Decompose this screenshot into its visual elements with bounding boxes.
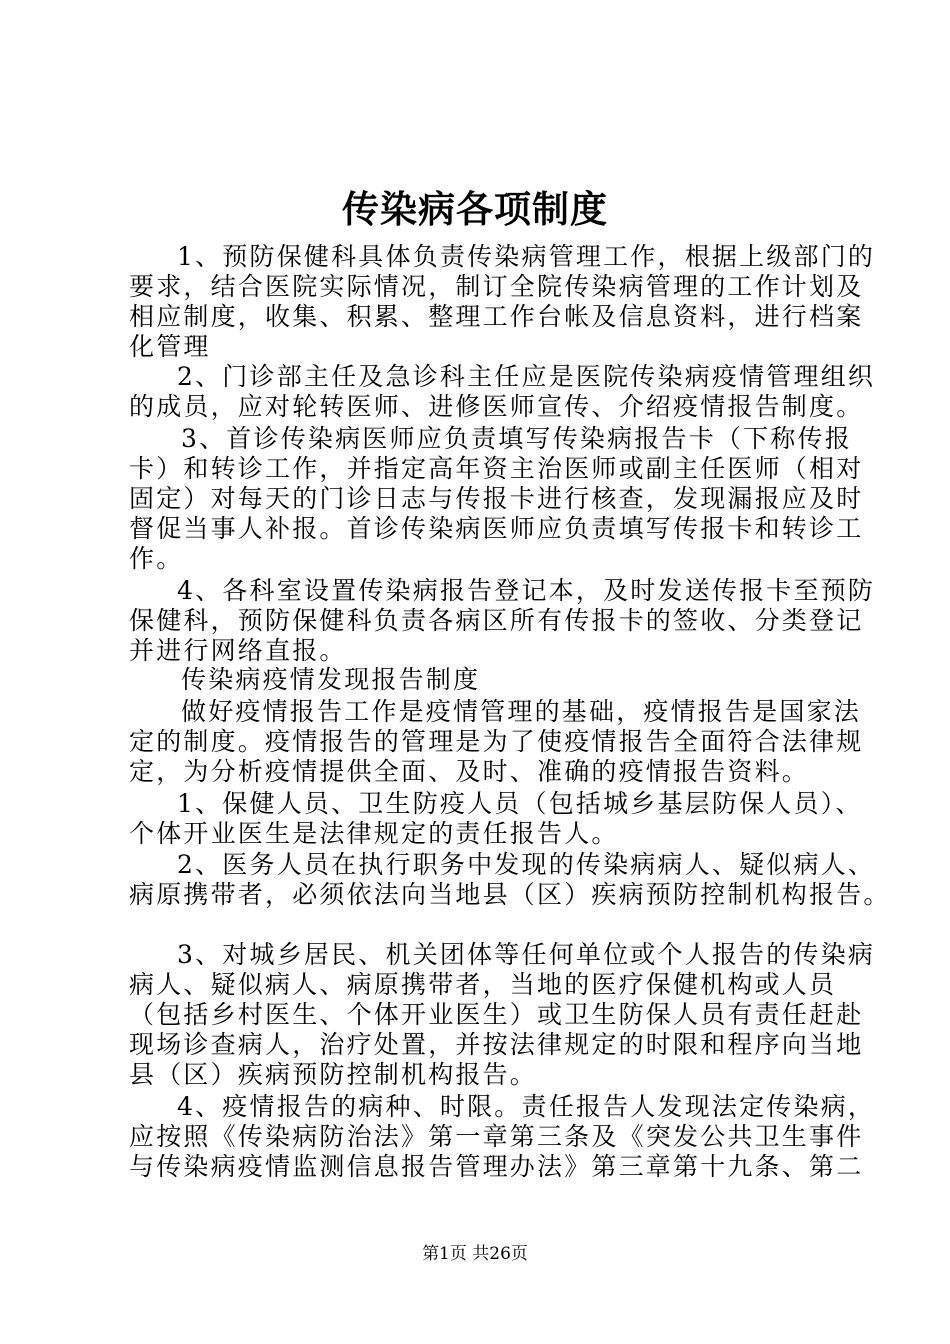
paragraph-4-line-3: 并进行网络直报。 [129,636,347,665]
paragraph-3-line-3: 固定）对每天的门诊日志与传报卡进行核查，发现漏报应及时 [129,484,864,513]
section-heading: 传染病疫情发现报告制度 [181,665,481,694]
paragraph-4-line-1: 4、各科室设置传染病报告登记本，及时发送传报卡至预防 [177,576,876,605]
paragraph-9-line-2: 应按照《传染病防治法》第一章第三条及《突发公共卫生事件 [129,1122,864,1151]
document-title: 传染病各项制度 [342,187,608,231]
paragraph-6-line-2: 个体开业医生是法律规定的责任报告人。 [129,819,619,848]
paragraph-5-line-3: 定，为分析疫情提供全面、及时、准确的疫情报告资料。 [129,757,810,786]
paragraph-3-line-2: 卡）和转诊工作，并指定高年资主治医师或副主任医师（相对 [129,454,864,483]
paragraph-5-line-2: 定的制度。疫情报告的管理是为了使疫情报告全面符合法律规 [129,727,864,756]
paragraph-9-line-3: 与传染病疫情监测信息报告管理办法》第三章第十九条、第二 [129,1152,864,1181]
paragraph-8-line-2: 病人、疑似病人、病原携带者，当地的医疗保健机构或人员 [129,970,837,999]
paragraph-8-line-3: （包括乡村医生、个体开业医生）或卫生防保人员有责任赶赴 [129,1000,864,1029]
paragraph-8-line-5: 县（区）疾病预防控制机构报告。 [129,1060,538,1089]
paragraph-3-line-1: 3、首诊传染病医师应负责填写传染病报告卡（下称传报 [181,424,852,453]
paragraph-5-line-1: 做好疫情报告工作是疫情管理的基础，疫情报告是国家法 [181,697,862,726]
paragraph-4-line-2: 保健科，预防保健科负责各病区所有传报卡的签收、分类登记 [129,606,864,635]
paragraph-1-line-3: 相应制度，收集、积累、整理工作台帐及信息资料，进行档案 [129,302,864,331]
paragraph-7-line-1: 2、医务人员在执行职务中发现的传染病病人、疑似病人、 [177,850,876,879]
paragraph-6-line-1: 1、保健人员、卫生防疫人员（包括城乡基层防保人员）、 [177,789,863,818]
page-footer: 第1页 共26页 [422,1244,528,1264]
paragraph-2-line-1: 2、门诊部主任及急诊科主任应是医院传染病疫情管理组织 [177,362,876,391]
paragraph-1-line-1: 1、预防保健科具体负责传染病管理工作，根据上级部门的 [177,242,876,271]
paragraph-9-line-1: 4、疫情报告的病种、时限。责任报告人发现法定传染病， [177,1092,876,1121]
paragraph-2-line-2: 的成员，应对轮转医师、进修医师宣传、介绍疫情报告制度。 [129,392,864,421]
paragraph-3-line-5: 作。 [129,544,184,573]
paragraph-7-line-2: 病原携带者，必须依法向当地县（区）疾病预防控制机构报告。 [129,880,891,909]
paragraph-8-line-1: 3、对城乡居民、机关团体等任何单位或个人报告的传染病 [177,940,876,969]
paragraph-1-line-2: 要求，结合医院实际情况，制订全院传染病管理的工作计划及 [129,272,864,301]
paragraph-1-line-4: 化管理 [129,332,211,361]
paragraph-3-line-4: 督促当事人补报。首诊传染病医师应负责填写传报卡和转诊工 [129,514,864,543]
paragraph-8-line-4: 现场诊查病人，治疗处置，并按法律规定的时限和程序向当地 [129,1030,864,1059]
